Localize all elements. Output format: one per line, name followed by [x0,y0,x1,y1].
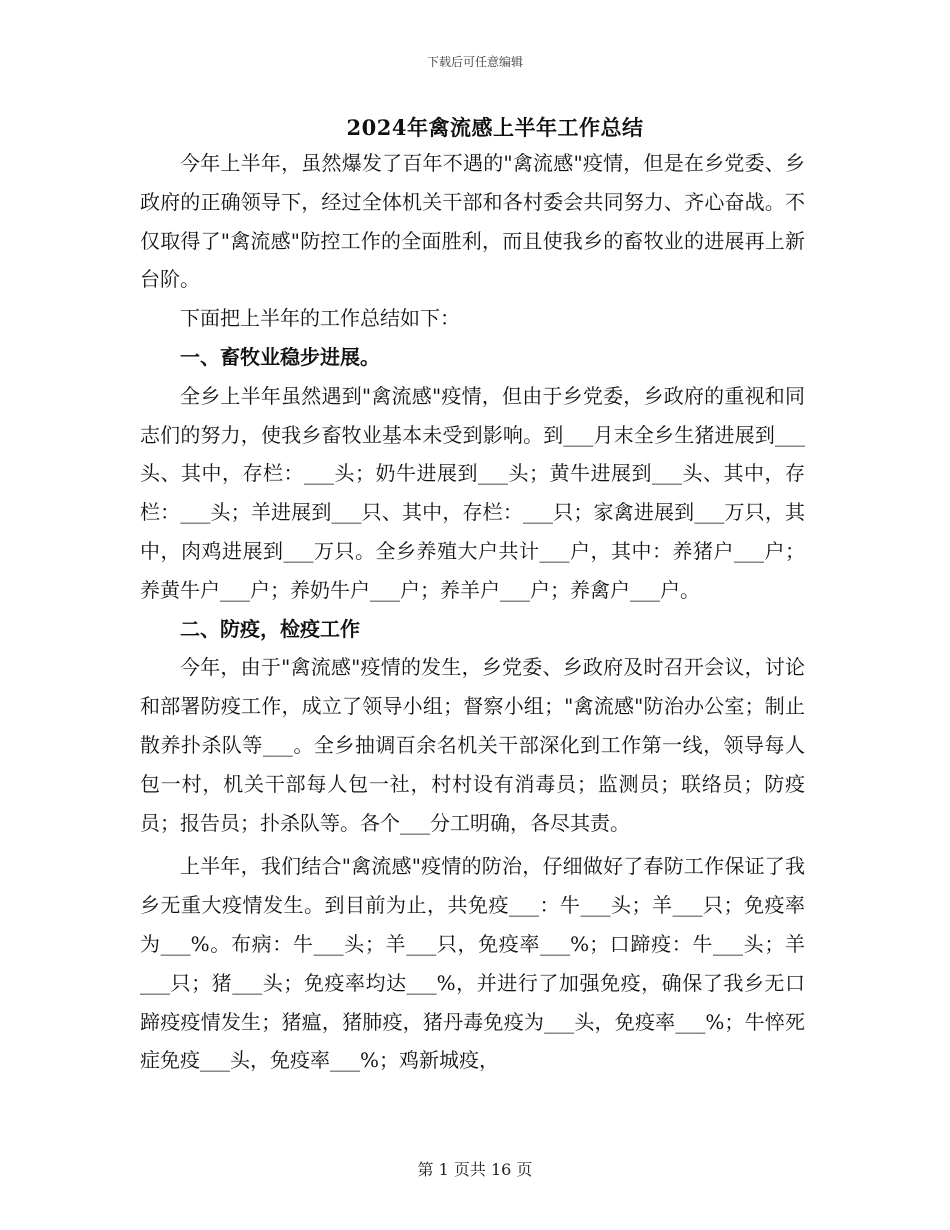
document-title: 2024年禽流感上半年工作总结 [346,115,644,140]
paragraph-prevention-organization: 今年，由于"禽流感"疫情的发生，乡党委、乡政府及时召开会议，讨论和部署防疫工作，成立了领导小组；督察小组；"禽流感"防治办公室；制止散养扑杀队等___。全乡抽调百余名机关干部深化到工作第一线，领导每人包一村，机关干部每人包一社，村村设有消毒员；监测员；联络员；防疫员；报告员；扑杀队等。各个___分工明确，各尽其责。 [140,655,805,835]
paragraph-intro: 今年上半年，虽然爆发了百年不遇的"禽流感"疫情，但是在乡党委、乡政府的正确领导下，经过全体机关干部和各村委会共同努力、齐心奋战。不仅取得了"禽流感"防控工作的全面胜利，而且使我乡的畜牧业的进展再上新台阶。 [140,151,805,292]
section-heading-epidemic-prevention: 二、防疫，检疫工作 [180,616,360,641]
page-footer: 第 1 页共 16 页 [417,1160,533,1179]
paragraph-livestock: 全乡上半年虽然遇到"禽流感"疫情，但由于乡党委，乡政府的重视和同志们的努力，使我乡畜牧业基本未受到影响。到___月末全乡生猪进展到___头、其中，存栏：___头；奶牛进展到___头；黄牛进展到___头、其中，存栏：___头；羊进展到___只、其中，存栏：___只；家禽进展到___万只，其中，肉鸡进展到___万只。全乡养殖大户共计___户，其中：养猪户___户；养黄牛户___户；养奶牛户___户；养羊户___户；养禽户___户。 [140,383,805,602]
header-note: 下载后可任意编辑 [426,55,523,69]
paragraph-summary-lead: 下面把上半年的工作总结如下： [180,306,460,331]
section-heading-livestock: 一、畜牧业稳步进展。 [180,344,380,369]
paragraph-vaccination: 上半年，我们结合"禽流感"疫情的防治，仔细做好了春防工作保证了我乡无重大疫情发生。到目前为止，共免疫___：牛___头；羊___只；免疫率为___%。布病：牛___头；羊___只，免疫率___%；口蹄疫：牛___头；羊___只；猪___头；免疫率均达___%，并进行了加强免疫，确保了我乡无口蹄疫疫情发生；猪瘟，猪肺疫，猪丹毒免疫为___头，免疫率___%；牛悴死症免疫___头，免疫率___%；鸡新城疫， [140,854,805,1073]
document-body [140,144,805,1080]
